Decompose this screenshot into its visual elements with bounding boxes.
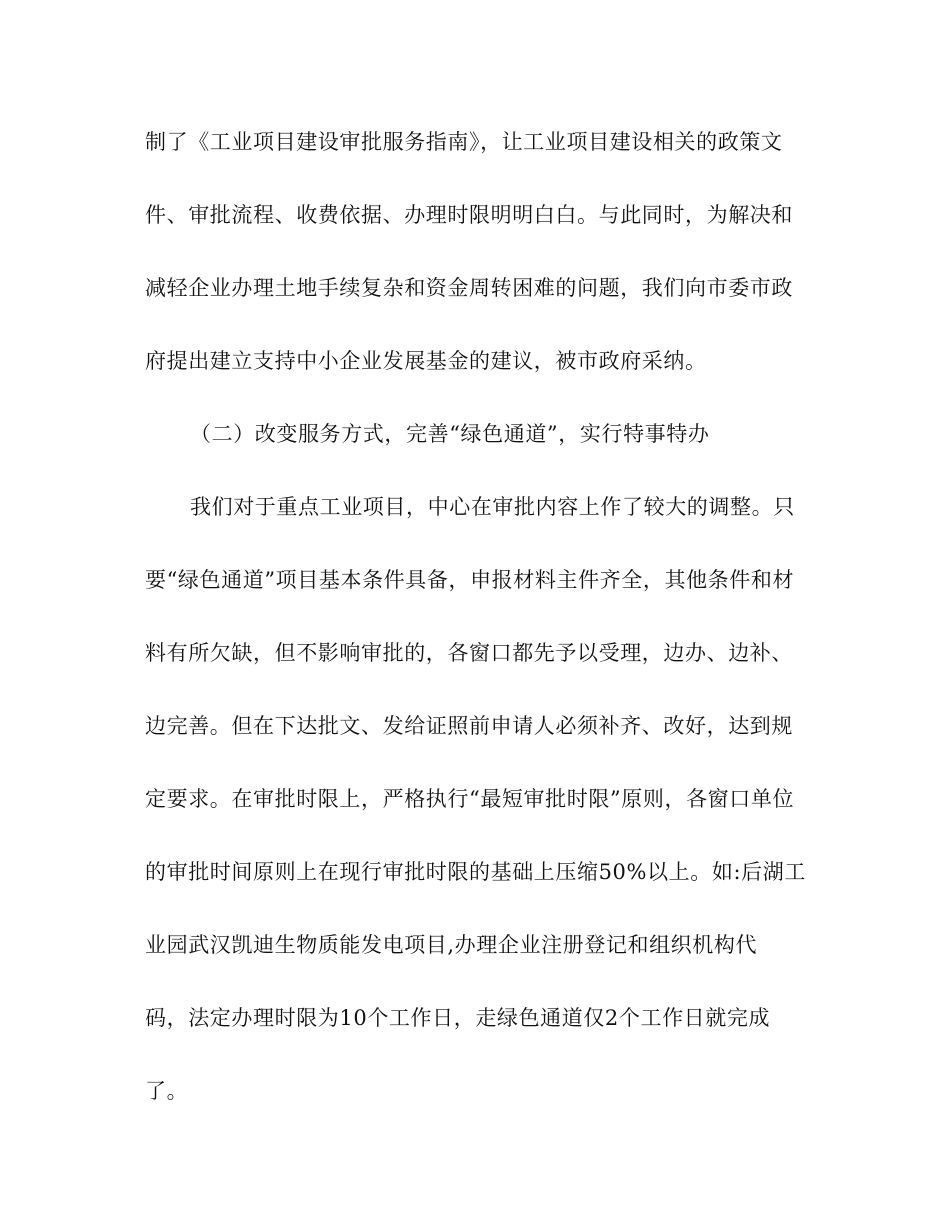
paragraph-line-11: 的审批时间原则上在现行审批时限的基础上压缩50%以上。如:后湖工 — [145, 860, 806, 884]
paragraph-line-14: 了。 — [145, 1079, 189, 1103]
paragraph-line-4: 府提出建立支持中小企业发展基金的建议，被市政府采纳。 — [145, 349, 707, 373]
paragraph-line-2: 件、审批流程、收费依据、办理时限明明白白。与此同时，为解决和 — [145, 203, 793, 227]
paragraph-line-3: 减轻企业办理土地手续复杂和资金周转困难的问题，我们向市委市政 — [145, 276, 793, 300]
paragraph-line-1: 制了《工业项目建设审批服务指南》，让工业项目建设相关的政策文 — [145, 130, 783, 154]
paragraph-line-12: 业园武汉凯迪生物质能发电项目,办理企业注册登记和组织机构代 — [145, 933, 758, 957]
paragraph-line-9: 边完善。但在下达批文、发给证照前申请人必须补齐、改好，达到规 — [145, 714, 793, 738]
paragraph-line-7: 要“绿色通道”项目基本条件具备，申报材料主件齐全，其他条件和材 — [145, 568, 795, 592]
paragraph-line-8: 料有所欠缺，但不影响审批的，各窗口都先予以受理，边办、边补、 — [145, 641, 793, 665]
paragraph-line-10: 定要求。在审批时限上，严格执行“最短审批时限”原则，各窗口单位 — [145, 787, 795, 811]
paragraph-line-6: 我们对于重点工业项目，中心在审批内容上作了较大的调整。只 — [190, 495, 795, 519]
section-heading: （二）改变服务方式，完善“绿色通道”，实行特事特办 — [190, 422, 710, 446]
paragraph-line-13: 码，法定办理时限为10个工作日，走绿色通道仅2个工作日就完成 — [145, 1006, 771, 1030]
